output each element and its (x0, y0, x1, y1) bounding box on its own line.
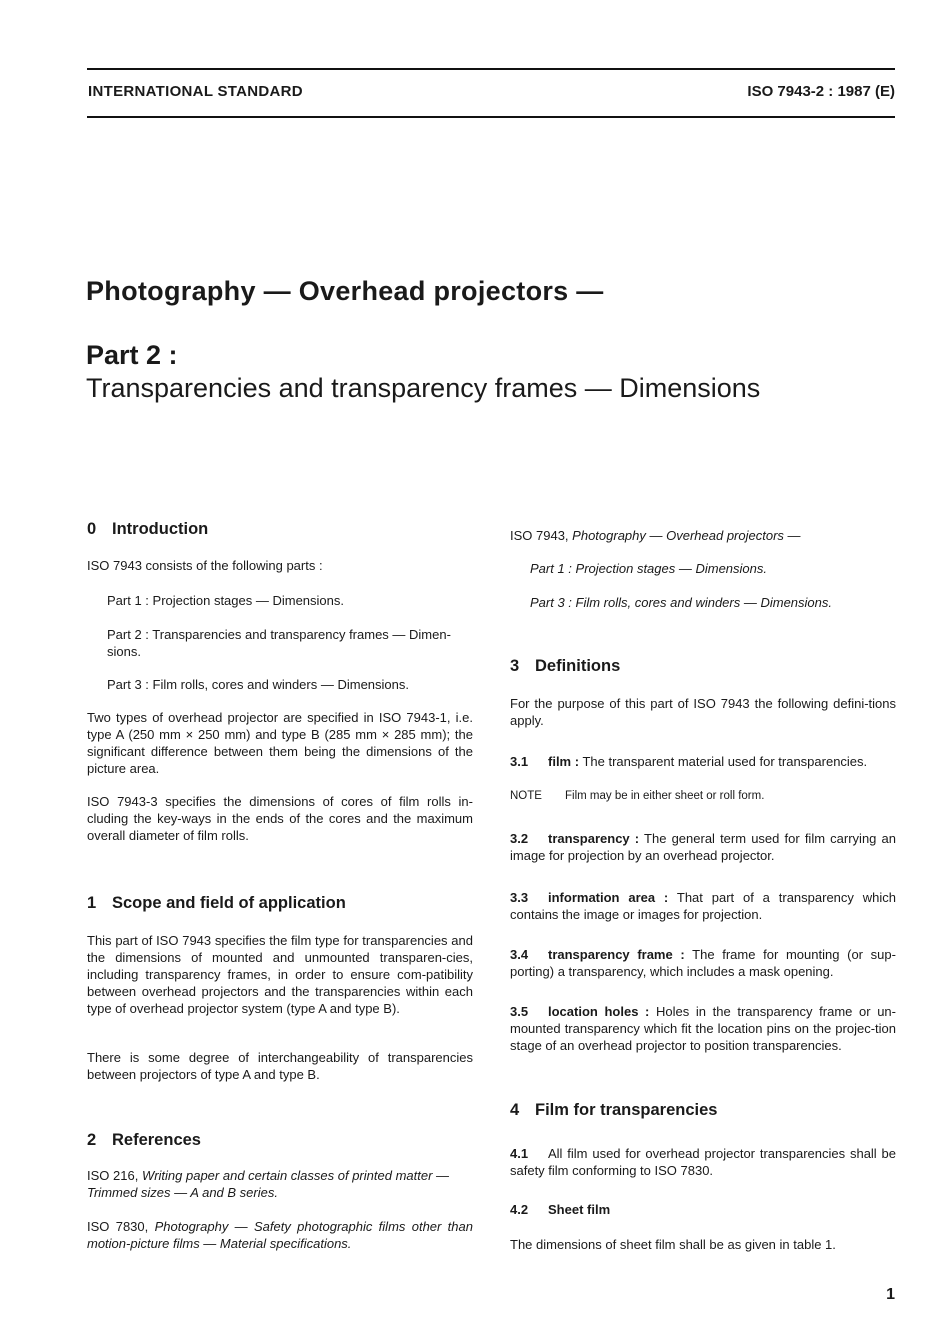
intro-paragraph-1: Two types of overhead projector are specified in ISO 7943-1, i.e. type A (250 mm × 250 mm) and type B (285 mm × 285 mm); the significant difference between them being the dimensions of the picture area. (87, 710, 473, 776)
film-clause-4-1: 4.1 All film used for overhead projector transparencies shall be safety film conforming to ISO 7830. (510, 1146, 896, 1178)
definitions-lead: For the purpose of this part of ISO 7943 the following defini-tions apply. (510, 696, 896, 728)
section-heading-scope: 1 Scope and field of application (87, 894, 346, 912)
definition-transparency-frame: 3.4 transparency frame : The frame for mounting (or sup-porting) a transparency, which includes a mask opening. (510, 947, 896, 979)
reference-iso-7943-part-1: Part 1 : Projection stages — Dimensions. (530, 561, 767, 576)
section-heading-introduction: 0 Introduction (87, 520, 209, 538)
definition-film: 3.1 film : The transparent material used for transparencies. (510, 754, 868, 769)
section-heading-film: 4 Film for transparencies (510, 1101, 718, 1119)
definition-note: NOTE Film may be in either sheet or roll form. (510, 790, 765, 802)
document-title: Photography — Overhead projectors — (86, 276, 604, 306)
intro-part-3: Part 3 : Film rolls, cores and winders — Dimensions. (107, 677, 409, 692)
definition-location-holes: 3.5 location holes : Holes in the transparency frame or un-mounted transparency which fit the location pins on the projec-tion stage of an overhead projector to position transparencies. (510, 1004, 896, 1053)
header-rule-bottom (87, 116, 895, 118)
film-clause-4-2-heading: 4.2 Sheet film (510, 1202, 611, 1217)
reference-iso-7830: ISO 7830, Photography — Safety photographic films other than motion-picture films — Material specifications. (87, 1219, 473, 1251)
intro-paragraph-2: ISO 7943-3 specifies the dimensions of cores of film rolls in-cluding the key-ways in the ends of the cores and the maximum overall diameter of film rolls. (87, 794, 473, 843)
scope-paragraph-2: There is some degree of interchangeability of transparencies between projectors of type A and type B. (87, 1050, 473, 1082)
section-heading-references: 2 References (87, 1131, 201, 1149)
intro-lead: ISO 7943 consists of the following parts : (87, 558, 323, 573)
reference-iso-216: ISO 216, Writing paper and certain classes of printed matter — Trimmed sizes — A and B series. (87, 1168, 450, 1200)
document-part: Part 2 : (86, 340, 178, 370)
intro-part-2: Part 2 : Transparencies and transparency frames — Dimen-sions. (107, 627, 451, 659)
definition-information-area: 3.3 information area : That part of a transparency which contains the image or images for projection. (510, 890, 896, 922)
header-rule-top (87, 68, 895, 70)
page-number: 1 (886, 1286, 895, 1303)
header-standard-label: INTERNATIONAL STANDARD (88, 83, 303, 100)
reference-iso-7943: ISO 7943, Photography — Overhead projectors — (510, 528, 801, 543)
section-heading-definitions: 3 Definitions (510, 657, 621, 675)
definition-transparency: 3.2 transparency : The general term used for film carrying an image for projection by an overhead projector. (510, 831, 897, 863)
document-subtitle: Transparencies and transparency frames — Dimensions (86, 373, 761, 403)
film-clause-4-2-text: The dimensions of sheet film shall be as given in table 1. (510, 1237, 836, 1252)
scope-paragraph-1: This part of ISO 7943 specifies the film type for transparencies and the dimensions of mounted and unmounted transparen-cies, including transparency frames, in order to ensure com-patibility between overhead projectors and the transparencies within each type of overhead projector system (type A and type B). (87, 933, 473, 1016)
intro-part-1: Part 1 : Projection stages — Dimensions. (107, 593, 344, 608)
header-document-number: ISO 7943-2 : 1987 (E) (747, 83, 895, 100)
reference-iso-7943-part-3: Part 3 : Film rolls, cores and winders — Dimensions. (530, 595, 832, 610)
